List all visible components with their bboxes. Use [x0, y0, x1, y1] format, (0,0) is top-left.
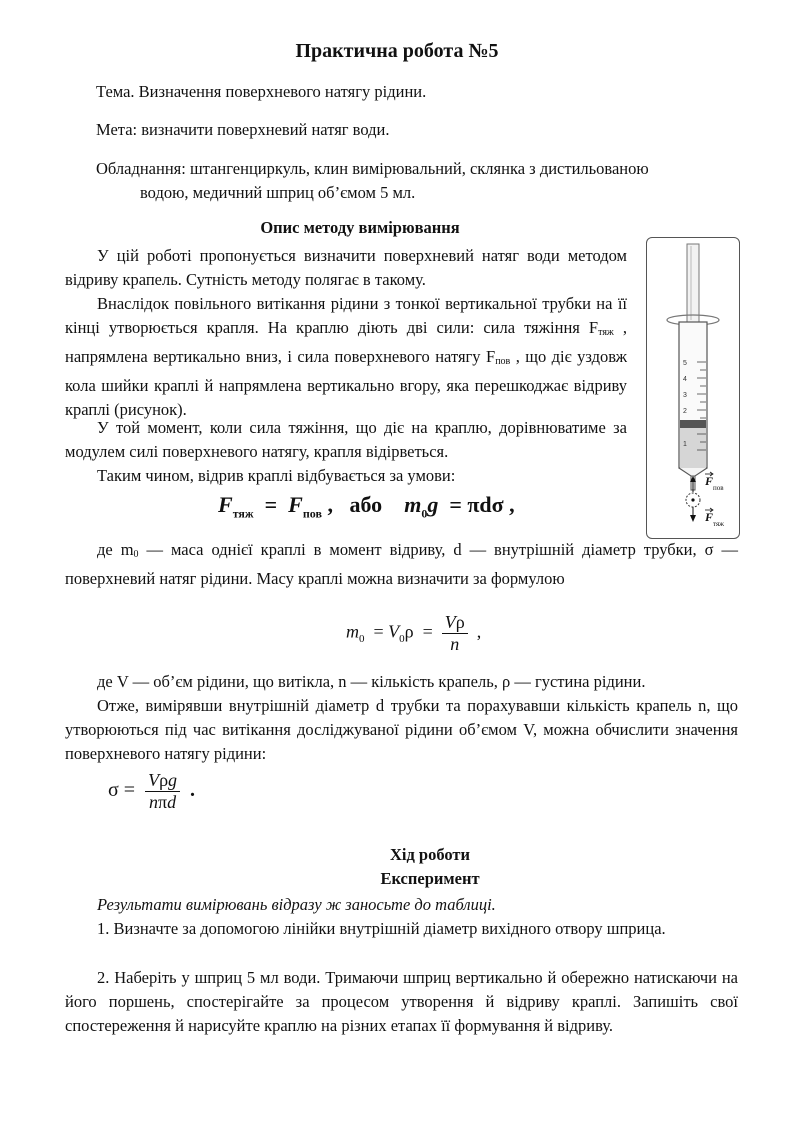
force-gravity-label: тяж — [713, 520, 725, 528]
syringe-drawing — [647, 238, 739, 538]
svg-text:F: F — [705, 474, 714, 488]
results-note: Результати вимірювань відразу ж заносьте до таблиці. — [97, 895, 496, 914]
page-title: Практична робота №5 — [295, 40, 499, 62]
formula-surface-tension: σ = $\frac{\text{Vρg}}{\text{nπd}}$ . — [108, 770, 196, 812]
paragraph-5: де $m_0$ — маса однієї краплі в момент відриву, d — внутрішній діаметр трубки, σ — поверхневий натяг рідини. Масу краплі можна визначити за формулою — [65, 540, 738, 588]
paragraph-3: У той момент, коли сила тяжіння, що діє на краплю, дорівнюватиме за модулем силі поверхневого натягу, крапля відірветься. — [65, 418, 627, 461]
svg-text:F: F — [705, 510, 714, 524]
paragraph-1: У цій роботі пропонується визначити поверхневий натяг води методом відриву крапель. Сутність методу полягає в такому. — [65, 246, 627, 289]
force-surface-label: пов — [713, 484, 724, 492]
step-1: 1. Визначте за допомогою лінійки внутрішній діаметр вихідного отвору шприца. — [97, 919, 666, 938]
scale-label-4: 4 — [683, 376, 687, 383]
scale-label-5: 5 — [683, 360, 687, 367]
plunger-rod — [687, 244, 699, 322]
equipment-line-2: водою, медичний шприц об’ємом 5 мл. — [140, 183, 416, 202]
paragraph-7: Отже, вимірявши внутрішній діаметр d трубки та порахувавши кількість крапель n, що утворюються під час витікання досліджуваної рідини об’ємом V, можна обчислити значення поверхневого натягу рідини: — [65, 696, 738, 763]
formula-force-balance: $F_{тяж} = F_{пов}$ , або $m_0g = \pi d\sigma$ , — [218, 492, 515, 521]
topic-line: Тема. Визначення поверхневого натягу рідини. — [96, 82, 427, 101]
step-2: 2. Наберіть у шприц 5 мл води. Тримаючи шприц вертикально й обережно натискаючи на його поршень, спостерігайте за процесом утворення й відриву краплі. Запишіть свої спостереження й нарисуйте краплю на різних етапах її формування й відриву. — [65, 968, 738, 1035]
method-heading: Опис методу вимірювання — [260, 218, 460, 237]
formula-drop-mass: $m_0 = V_0\rho$ = $\frac{V\rho}{n}$ , — [346, 612, 482, 654]
progress-heading: Хід роботи — [389, 845, 471, 864]
equipment-line-1: Обладнання: штангенциркуль, клин вимірювальний, склянка з дистильованою — [96, 159, 649, 178]
syringe-taper — [679, 468, 707, 476]
scale-label-1: 1 — [683, 441, 687, 448]
experiment-heading: Експеримент — [380, 869, 480, 888]
syringe-figure — [646, 237, 740, 539]
scale-label-3: 3 — [683, 392, 687, 399]
plunger-head — [680, 420, 706, 428]
paragraph-4: Таким чином, відрив краплі відбувається за умови: — [97, 466, 456, 485]
paragraph-6: де V — об’єм рідини, що витікла, n — кількість крапель, ρ — густина рідини. — [97, 672, 646, 691]
scale-label-2: 2 — [683, 408, 687, 415]
goal-line: Мета: визначити поверхневий натяг води. — [96, 120, 390, 139]
paragraph-2: Внаслідок повільного витікання рідини з тонкої вертикальної трубки на її кінці утворюється крапля. На краплю діють дві сили: сила тяжіння $F_{тяж}$ , напрямлена вертикально вниз, і сила поверхневого натягу $F_{пов}$ , що діє уздовж кола шийки краплі й напрямлена вертикально вгору, яка перешкоджає відриву краплі (рисунок). — [65, 294, 627, 419]
